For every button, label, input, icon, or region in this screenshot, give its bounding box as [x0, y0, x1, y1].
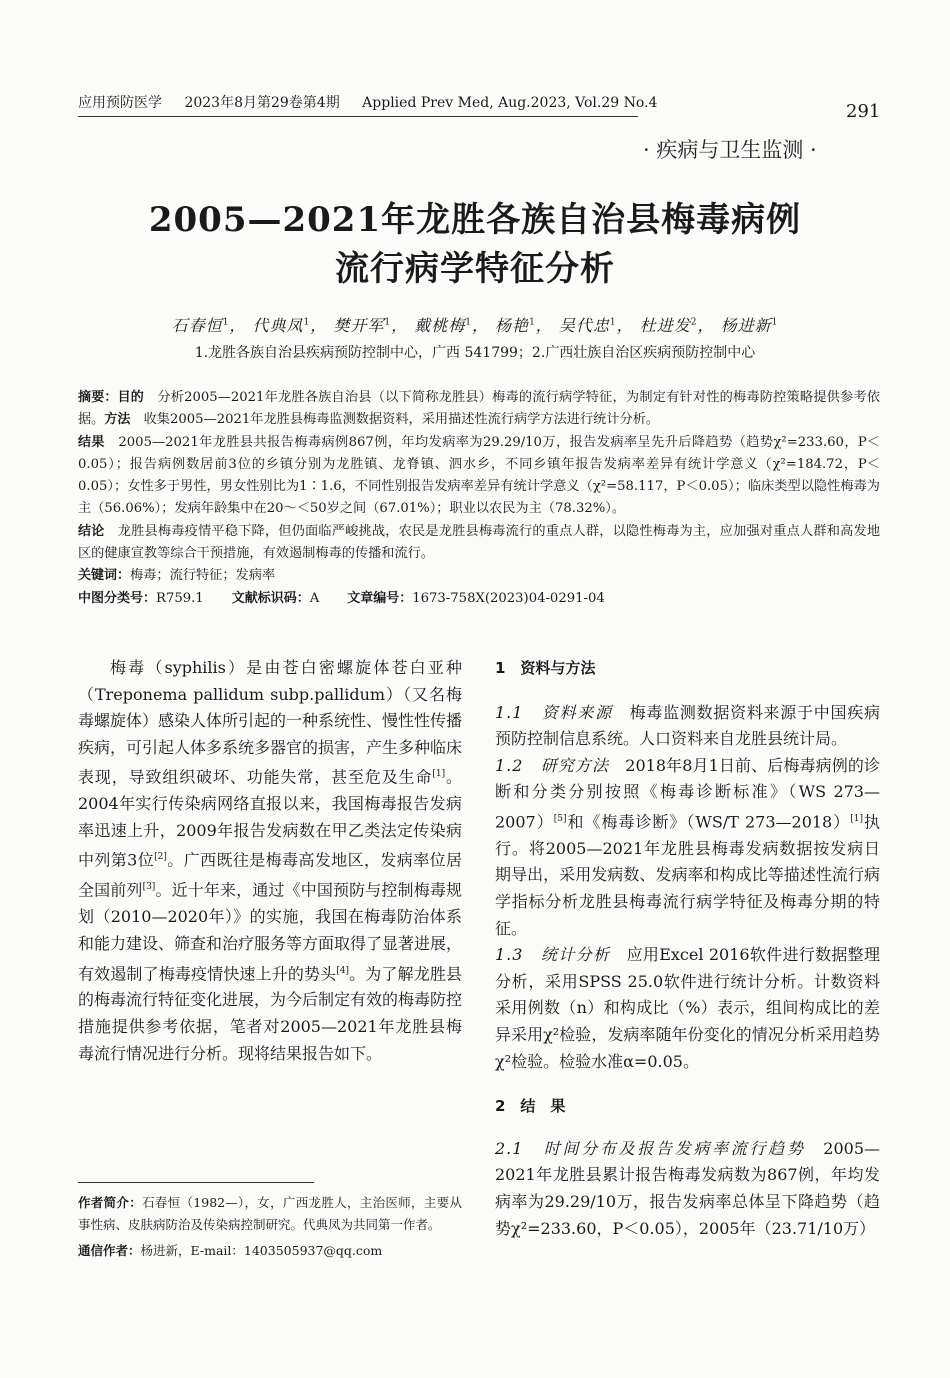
classification-row: [78, 588, 880, 610]
author-bio: 作者简介：石春恒（1982—），女，广西龙胜人，主治医师，主要从事性病、皮肤病防治及传染病控制研究。代典凤为共同第一作者。: [78, 1195, 462, 1232]
corr-label: 通信作者：: [78, 1243, 141, 1258]
citation: [5]: [553, 813, 567, 824]
section-1-1: 1.1 资料来源 梅毒监测数据资料来源于中国疾病预防控制信息系统。人口资料来自龙胜县统计局。: [495, 702, 880, 749]
author: 代典凤: [252, 316, 304, 335]
citation: [1]: [432, 769, 446, 780]
doc-code-label: 文献标识码：: [231, 590, 310, 606]
affiliation: 1.龙胜各族自治县疾病预防控制中心，广西 541799；2.广西壮族自治区疾病预防控制中心: [194, 345, 756, 361]
article-no-label: 文章编号：: [347, 590, 413, 606]
author: 石春恒: [171, 316, 223, 335]
clc-label: 中图分类号：: [78, 590, 157, 606]
intro-paragraph: 梅毒（syphilis）是由苍白密螺旋体苍白亚种（Treponema pallidum subp.pallidum）（又名梅毒螺旋体）感染人体所引起的一种系统性、慢性性传播疾病，可引起人体多系统多器官的损害，产生多种临床表现，导致组织破坏、功能失常，甚至危及生命[1]。2004年实行传染病网络直报以来，我国梅毒报告发病率迅速上升，2009年报告发病数在甲乙类法定传染病中列第3位[2]。广西既往是梅毒高发地区，发病率位居全国前列[3]。近十年来，通过《中国预防与控制梅毒规划（2010—2020年）》的实施，我国在梅毒防治体系和能力建设、筛查和治疗服务等方面取得了显著进展，有效遏制了梅毒疫情快速上升的势头[4]。为了解龙胜县的梅毒流行特征变化进展，为今后制定有效的梅毒防控措施提供参考依据，笔者对2005—2021年龙胜县梅毒流行情况进行分析。现将结果报告如下。: [78, 658, 463, 1063]
running-header: [78, 92, 675, 112]
conclusion-label: 结论: [78, 523, 105, 539]
objective-label: 目的: [117, 390, 144, 405]
column-label: · 疾病与卫生监测 ·: [643, 138, 817, 162]
author: 吴代忠: [558, 316, 610, 335]
citation: [4]: [336, 965, 349, 976]
keywords-value: 梅毒；流行特征；发病率: [130, 568, 276, 584]
citation: [3]: [142, 882, 156, 893]
abstract-body: [78, 387, 880, 432]
results-label: 结果: [78, 434, 105, 450]
footnote-divider: [78, 1182, 314, 1183]
subsection-label: 1.3 统计分析: [495, 945, 611, 965]
subsection-label: 1.2 研究方法: [495, 755, 610, 775]
results-text: 2005—2021年龙胜县共报告梅毒病例867例，年均发病率为29.29/10万，报告发病率呈先升后降趋势（趋势χ²=233.60，P＜0.05）；报告病例数居前3位的乡镇分别为龙胜镇、龙脊镇、泗水乡，不同乡镇年报告发病率差异有统计学意义（χ²=184.72，P＜0.05）；女性多于男性，男女性别比为1∶1.6，不同性别报告发病率差异有统计学意义（χ²=58.117，P＜0.05）；临床类型以隐性梅毒为主（56.06%）；发病年龄集中在20～＜50岁之间（67.01%）；职业以农民为主（78.32%）。: [78, 434, 880, 517]
right-column: [495, 655, 880, 1242]
journal-name-en: Applied Prev Med, Aug.2023, Vol.29 No.4: [362, 95, 658, 111]
author: 杨艳: [495, 316, 530, 335]
author: 戴桃梅: [414, 316, 466, 335]
section-1-3: 1.3 统计分析 应用Excel 2016软件进行数据整理分析，采用SPSS 25.0软件进行统计分析。计数资料采用例数（n）和构成比（%）表示，组间构成比的差异采用χ²检验，发病率随年份变化的情况分析采用趋势χ²检验。检验水准α=0.05。: [495, 945, 880, 1071]
author-list: 石春恒$^1$， 代典凤$^1$， 樊开军$^1$， 戴桃梅$^1$， 杨艳$^1$， 吴代忠$^1$， 杜进发$^2$， 杨进新$^1$: [171, 316, 779, 335]
footnote: [78, 1192, 462, 1262]
abstract-label: 摘要：: [78, 390, 118, 405]
conclusion-text: 龙胜县梅毒疫情平稳下降，但仍面临严峻挑战，农民是龙胜县梅毒流行的重点人群，以隐性梅毒为主，应加强对重点人群和高发地区的健康宣教等综合干预措施，有效遏制梅毒的传播和流行。: [78, 523, 881, 562]
article-no-value: 1673-758X(2023)04-0291-04: [412, 590, 605, 606]
section-2-heading: 2 结 果: [495, 1097, 566, 1116]
objective-text: 分析2005—2021年龙胜各族自治县（以下简称龙胜县）梅毒的流行病学特征，为制定有针对性的梅毒防控策略提供参考依据。: [78, 390, 880, 428]
author: 樊开军: [333, 316, 385, 335]
header-divider: [78, 116, 638, 117]
abstract-conclusion: [78, 521, 880, 566]
journal-name: 应用预防医学: [78, 95, 162, 111]
issue-info: 2023年8月第29卷第4期: [184, 95, 340, 111]
keywords: [78, 565, 880, 587]
doc-code-value: A: [309, 590, 320, 606]
keywords-label: 关键词：: [78, 568, 131, 584]
left-column: [78, 655, 462, 1067]
corresponding-author: 通信作者：杨进新，E-mail：1403505937@qq.com: [78, 1243, 383, 1258]
author: 杨进新: [720, 316, 772, 335]
section-1-heading: 1 资料与方法: [495, 659, 596, 677]
section-1-2: 1.2 研究方法 2018年8月1日前、后梅毒病例的诊断和分类分别按照《梅毒诊断标准》（WS 273—2007）[5]和《梅毒诊断》（WS/T 273—2018）[1]执行。将2005—2021年龙胜县梅毒发病数据按发病日期导出，采用发病数、发病率和构成比等描述性流行病学指标分析龙胜县梅毒流行病学特征及梅毒分期的特征。: [495, 755, 880, 938]
bio-label: 作者简介：: [78, 1195, 143, 1210]
citation: [1]: [850, 813, 863, 824]
methods-text: 收集2005—2021年龙胜县梅毒监测数据资料，采用描述性流行病学方法进行统计分析。: [143, 412, 660, 428]
page-number: 291: [846, 101, 881, 122]
section-2-1: 2.1 时间分布及报告发病率流行趋势 2005—2021年龙胜县累计报告梅毒发病数为867例，年均发病率为29.29/10万，报告发病率总体呈下降趋势（趋势χ²=233.60，P＜0.05），2005年（23.71/10万）: [495, 1138, 880, 1238]
abstract-results: [78, 432, 880, 521]
author: 杜进发: [639, 316, 691, 335]
methods-label: 方法: [104, 412, 131, 428]
subsection-label: 2.1 时间分布及报告发病率流行趋势: [495, 1138, 806, 1158]
subsection-label: 1.1 资料来源: [495, 702, 613, 722]
citation: [2]: [154, 852, 167, 863]
abstract: [78, 387, 880, 610]
clc-value: R759.1: [156, 590, 204, 606]
article-title-line1: 2005—2021年龙胜各族自治县梅毒病例: [148, 200, 802, 240]
article-title-line2: 流行病学特征分析: [335, 249, 615, 289]
